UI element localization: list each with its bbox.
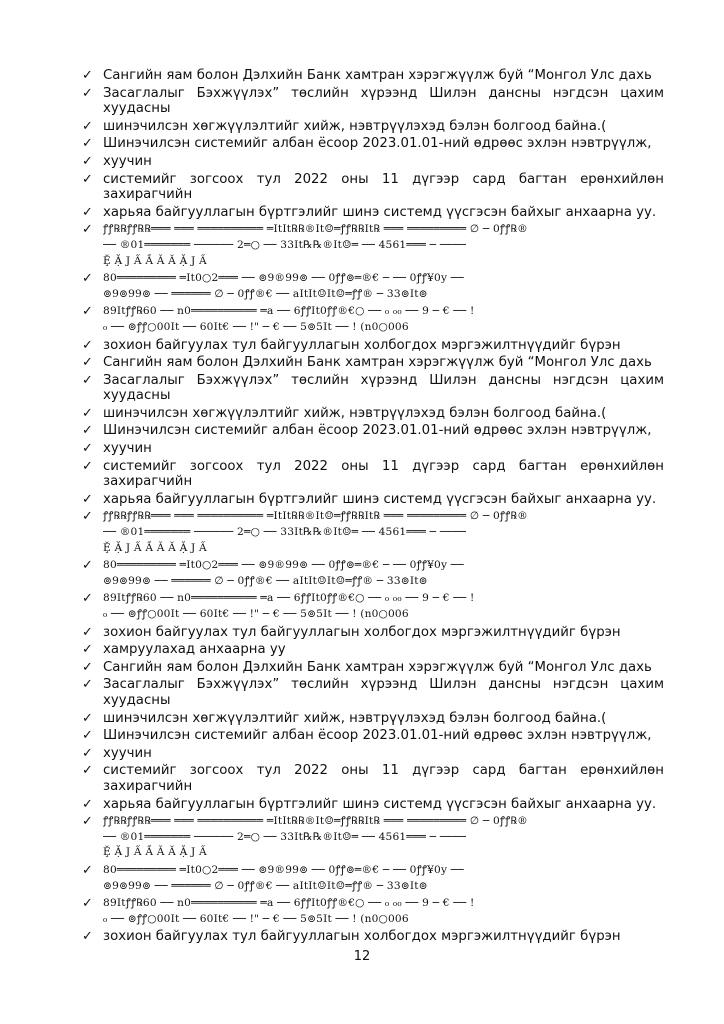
checkmark-icon: ✓ <box>82 642 93 658</box>
list-item-text: Сангийн яам болон Дэлхийн Банк хамтран хэрэгжүүлж буй “Монгол Улс дахь <box>103 355 652 371</box>
checkmark-icon: ✓ <box>82 491 93 507</box>
checkmark-icon: ✓ <box>82 710 93 726</box>
list-item <box>82 136 664 152</box>
list-item <box>82 492 664 508</box>
list-item-text: хуучин <box>103 153 152 169</box>
checkmark-icon: ✓ <box>82 136 93 152</box>
checkmark-icon: ✓ <box>82 372 93 388</box>
garbled-list-item <box>82 271 664 302</box>
list-item <box>82 205 664 221</box>
garbled-text-line: ₀ ── ⊚ꝭꝭ○00It ── 60It€ ── !" ─ € ── 5⊚5It ── ! (n0○006 <box>103 608 409 620</box>
list-item-text: хамруулахад анхаарна уу <box>103 642 286 658</box>
list-item-text: зохион байгуулах тул байгууллагын холбогдох мэргэжилтнүүдийг бүрэн <box>103 929 621 945</box>
checkmark-icon: ✓ <box>82 659 93 675</box>
garbled-text-line: ── ®01═══════ ────── 2═○ ── 33It℞℞®It☺═ ── 4561═══ ─ ──── <box>103 830 467 843</box>
list-item <box>82 746 664 762</box>
garbled-text-line: 80═════════ ═It0○2═══ ── ⊚9®99⊚ ── 0ꝭꝭ⊚═®€ ─ ── 0ꝭꝭ¥0y ── <box>103 272 464 285</box>
list-item-text: шинэчилсэн хөгжүүлэлтийг хийж, нэвтрүүлэхэд бэлэн болгоод байна.( <box>103 405 607 421</box>
checklist-section <box>82 68 664 353</box>
checkmark-icon: ✓ <box>82 763 93 779</box>
garbled-text-line: ꝭꝭ℞℞ꝭꝭ℞℞═══ ═══ ══════════ ═ItIt℞℞®It☺═ꝭꝭ℞℞It℞ ═══ ═════════ ∅ ─ 0ꝭꝭ℞® <box>103 815 528 828</box>
garbled-list-item <box>82 814 664 861</box>
list-item <box>82 763 664 794</box>
garbled-list-item <box>82 863 664 894</box>
list-item <box>82 172 664 203</box>
checklist-section <box>82 660 664 945</box>
list-item-text: Засаглалыг Бэхжүүлэх” төслийн хүрээнд Шилэн дансны нэгдсэн цахим хуудасны <box>103 85 664 117</box>
garbled-text-line: Ḝ Ặ J Ấ Ầ Ẵ Ă Ặ J Ấ <box>103 541 207 554</box>
checkmark-icon: ✓ <box>82 304 94 320</box>
list-item <box>82 406 664 422</box>
checkmark-icon: ✓ <box>82 677 93 693</box>
list-item-text: харьяа байгууллагын бүртгэлийг шинэ системд үүсгэсэн байхыг анхаарна уу. <box>103 204 657 220</box>
list-item <box>82 677 664 708</box>
checklist-section <box>82 355 664 658</box>
checkmark-icon: ✓ <box>82 862 94 878</box>
checkmark-icon: ✓ <box>82 337 93 353</box>
garbled-text-line: Ḝ Ặ J Ấ Ầ Ẵ Ă Ặ J Ấ <box>103 254 207 267</box>
checkmark-icon: ✓ <box>82 458 93 474</box>
list-item <box>82 797 664 813</box>
garbled-text-line: ── ®01═══════ ────── 2═○ ── 33It℞℞®It☺═ ── 4561═══ ─ ──── <box>103 238 467 251</box>
list-item <box>82 119 664 135</box>
list-item <box>82 929 664 945</box>
list-item <box>82 660 664 676</box>
list-item-text: Сангийн яам болон Дэлхийн Банк хамтран хэрэгжүүлж буй “Монгол Улс дахь <box>103 659 652 675</box>
list-item <box>82 441 664 457</box>
checkmark-icon: ✓ <box>82 423 93 439</box>
garbled-text-line: ⊚9⊚99⊚ ── ══════ ∅ ─ 0ꝭꝭ®€ ── aItIt☺It☺═ꝭꝭ® ─ 33⊚It⊚ <box>103 574 428 587</box>
garbled-text-line: ⊚9⊚99⊚ ── ══════ ∅ ─ 0ꝭꝭ®€ ── aItIt☺It☺═ꝭꝭ® ─ 33⊚It⊚ <box>103 879 428 892</box>
list-item-text: хуучин <box>103 441 152 457</box>
garbled-text-line: 89Itꝭꝭ℞60 ── n0══════════ ═a ── 6ꝭꝭIt0ꝭꝭ®€○ ── ₀ ₀₀ ── 9 ─ € ── ! <box>103 897 475 910</box>
list-item-text: шинэчилсэн хөгжүүлэлтийг хийж, нэвтрүүлэхэд бэлэн болгоод байна.( <box>103 710 607 726</box>
garbled-text-line: ₀ ── ⊚ꝭꝭ○00It ── 60It€ ── !" ─ € ── 5⊚5It ── ! (n0○006 <box>103 912 409 925</box>
checkmark-icon: ✓ <box>82 591 94 607</box>
list-item-text: Засаглалыг Бэхжүүлэх” төслийн хүрээнд Шилэн дансны нэгдсэн цахим хуудасны <box>103 372 664 404</box>
checkmark-icon: ✓ <box>82 204 93 220</box>
checkmark-icon: ✓ <box>82 118 93 134</box>
list-item-text: хуучин <box>103 745 152 761</box>
checkmark-icon: ✓ <box>82 222 94 238</box>
checkmark-icon: ✓ <box>82 728 93 744</box>
garbled-text-line: ⊚9⊚99⊚ ── ══════ ∅ ─ 0ꝭꝭ®€ ── aItIt☺It☺═ꝭꝭ® ─ 33⊚It⊚ <box>103 287 428 300</box>
checkmark-icon: ✓ <box>82 405 93 421</box>
checkmark-icon: ✓ <box>82 171 93 187</box>
list-item <box>82 625 664 641</box>
checkmark-icon: ✓ <box>82 558 94 574</box>
garbled-text-line: ₀ ── ⊚ꝭꝭ○00It ── 60It€ ── !" ─ € ── 5⊚5It ── ! (n0○006 <box>103 320 409 333</box>
list-item-text: Шинэчилсэн системийг албан ёсоор 2023.01.01-ний өдрөөс эхлэн нэвтрүүлж, <box>103 136 652 152</box>
garbled-list-item <box>82 509 664 556</box>
list-item <box>82 711 664 727</box>
garbled-list-item <box>82 558 664 589</box>
list-item-text: системийг зогсоох тул 2022 оны 11 дүгээр сард багтан ерөнхийлөн захирагчийн <box>103 458 664 490</box>
list-item <box>82 642 664 658</box>
checkmark-icon: ✓ <box>82 441 93 457</box>
list-item-text: зохион байгуулах тул байгууллагын холбогдох мэргэжилтнүүдийг бүрэн <box>103 337 621 353</box>
list-item-text: системийг зогсоох тул 2022 оны 11 дүгээр сард багтан ерөнхийлөн захирагчийн <box>103 763 664 794</box>
list-item <box>82 86 664 117</box>
list-item <box>82 154 664 170</box>
list-item-text: Засаглалыг Бэхжүүлэх” төслийн хүрээнд Шилэн дансны нэгдсэн цахим хуудасны <box>103 677 664 708</box>
list-item-text: зохион байгуулах тул байгууллагын холбогдох мэргэжилтнүүдийг бүрэн <box>103 624 621 640</box>
garbled-list-item <box>82 222 664 269</box>
checkmark-icon: ✓ <box>82 85 93 101</box>
list-item <box>82 338 664 354</box>
garbled-list-item <box>82 304 664 335</box>
list-item <box>82 373 664 404</box>
checkmark-icon: ✓ <box>82 796 93 812</box>
checkmark-icon: ✓ <box>82 153 93 169</box>
garbled-text-line: 89Itꝭꝭ℞60 ── n0══════════ ═a ── 6ꝭꝭIt0ꝭꝭ®€○ ── ₀ ₀₀ ── 9 ─ € ── ! <box>103 305 475 318</box>
checkmark-icon: ✓ <box>82 745 93 761</box>
checkmark-icon: ✓ <box>82 624 93 640</box>
garbled-text-line: Ḝ Ặ J Ấ Ầ Ẵ Ă Ặ J Ấ <box>103 846 207 859</box>
list-item <box>82 459 664 490</box>
list-item <box>82 68 664 84</box>
garbled-text-line: 80═════════ ═It0○2═══ ── ⊚9®99⊚ ── 0ꝭꝭ⊚═®€ ─ ── 0ꝭꝭ¥0y ── <box>103 863 464 876</box>
garbled-list-item <box>82 896 664 927</box>
checkmark-icon: ✓ <box>82 271 94 287</box>
checkmark-icon: ✓ <box>82 355 93 371</box>
list-item <box>82 423 664 439</box>
page-content <box>82 68 664 947</box>
list-item-text: системийг зогсоох тул 2022 оны 11 дүгээр сард багтан ерөнхийлөн захирагчийн <box>103 171 664 203</box>
list-item-text: Шинэчилсэн системийг албан ёсоор 2023.01.01-ний өдрөөс эхлэн нэвтрүүлж, <box>103 728 652 744</box>
list-item-text: Шинэчилсэн системийг албан ёсоор 2023.01.01-ний өдрөөс эхлэн нэвтрүүлж, <box>103 423 652 439</box>
garbled-text-line: ── ®01═══════ ────── 2═○ ── 33It℞℞®It☺═ ── 4561═══ ─ ──── <box>103 526 467 539</box>
garbled-text-line: 80═════════ ═It0○2═══ ── ⊚9®99⊚ ── 0ꝭꝭ⊚═®€ ─ ── 0ꝭꝭ¥0y ── <box>103 559 464 572</box>
list-item-text: шинэчилсэн хөгжүүлэлтийг хийж, нэвтрүүлэхэд бэлэн болгоод байна.( <box>103 118 607 134</box>
checkmark-icon: ✓ <box>82 929 93 945</box>
checkmark-icon: ✓ <box>82 509 94 525</box>
garbled-text-line: ꝭꝭ℞℞ꝭꝭ℞℞═══ ═══ ══════════ ═ItIt℞℞®It☺═ꝭꝭ℞℞It℞ ═══ ═════════ ∅ ─ 0ꝭꝭ℞® <box>103 510 528 523</box>
list-item <box>82 728 664 744</box>
garbled-text-line: ꝭꝭ℞℞ꝭꝭ℞℞═══ ═══ ══════════ ═ItIt℞℞®It☺═ꝭꝭ℞℞It℞ ═══ ═════════ ∅ ─ 0ꝭꝭ℞® <box>103 223 528 236</box>
list-item <box>82 355 664 371</box>
checkmark-icon: ✓ <box>82 68 93 83</box>
list-item-text: харьяа байгууллагын бүртгэлийг шинэ системд үүсгэсэн байхыг анхаарна уу. <box>103 491 657 507</box>
checkmark-icon: ✓ <box>82 896 94 912</box>
list-item-text: Сангийн яам болон Дэлхийн Банк хамтран хэрэгжүүлж буй “Монгол Улс дахь <box>103 68 652 83</box>
garbled-text-line: 89Itꝭꝭ℞60 ── n0══════════ ═a ── 6ꝭꝭIt0ꝭꝭ®€○ ── ₀ ₀₀ ── 9 ─ € ── ! <box>103 592 475 605</box>
garbled-list-item <box>82 591 664 622</box>
list-item-text: харьяа байгууллагын бүртгэлийг шинэ системд үүсгэсэн байхыг анхаарна уу. <box>103 796 657 812</box>
checkmark-icon: ✓ <box>82 814 94 830</box>
page-number: 12 <box>353 949 371 964</box>
